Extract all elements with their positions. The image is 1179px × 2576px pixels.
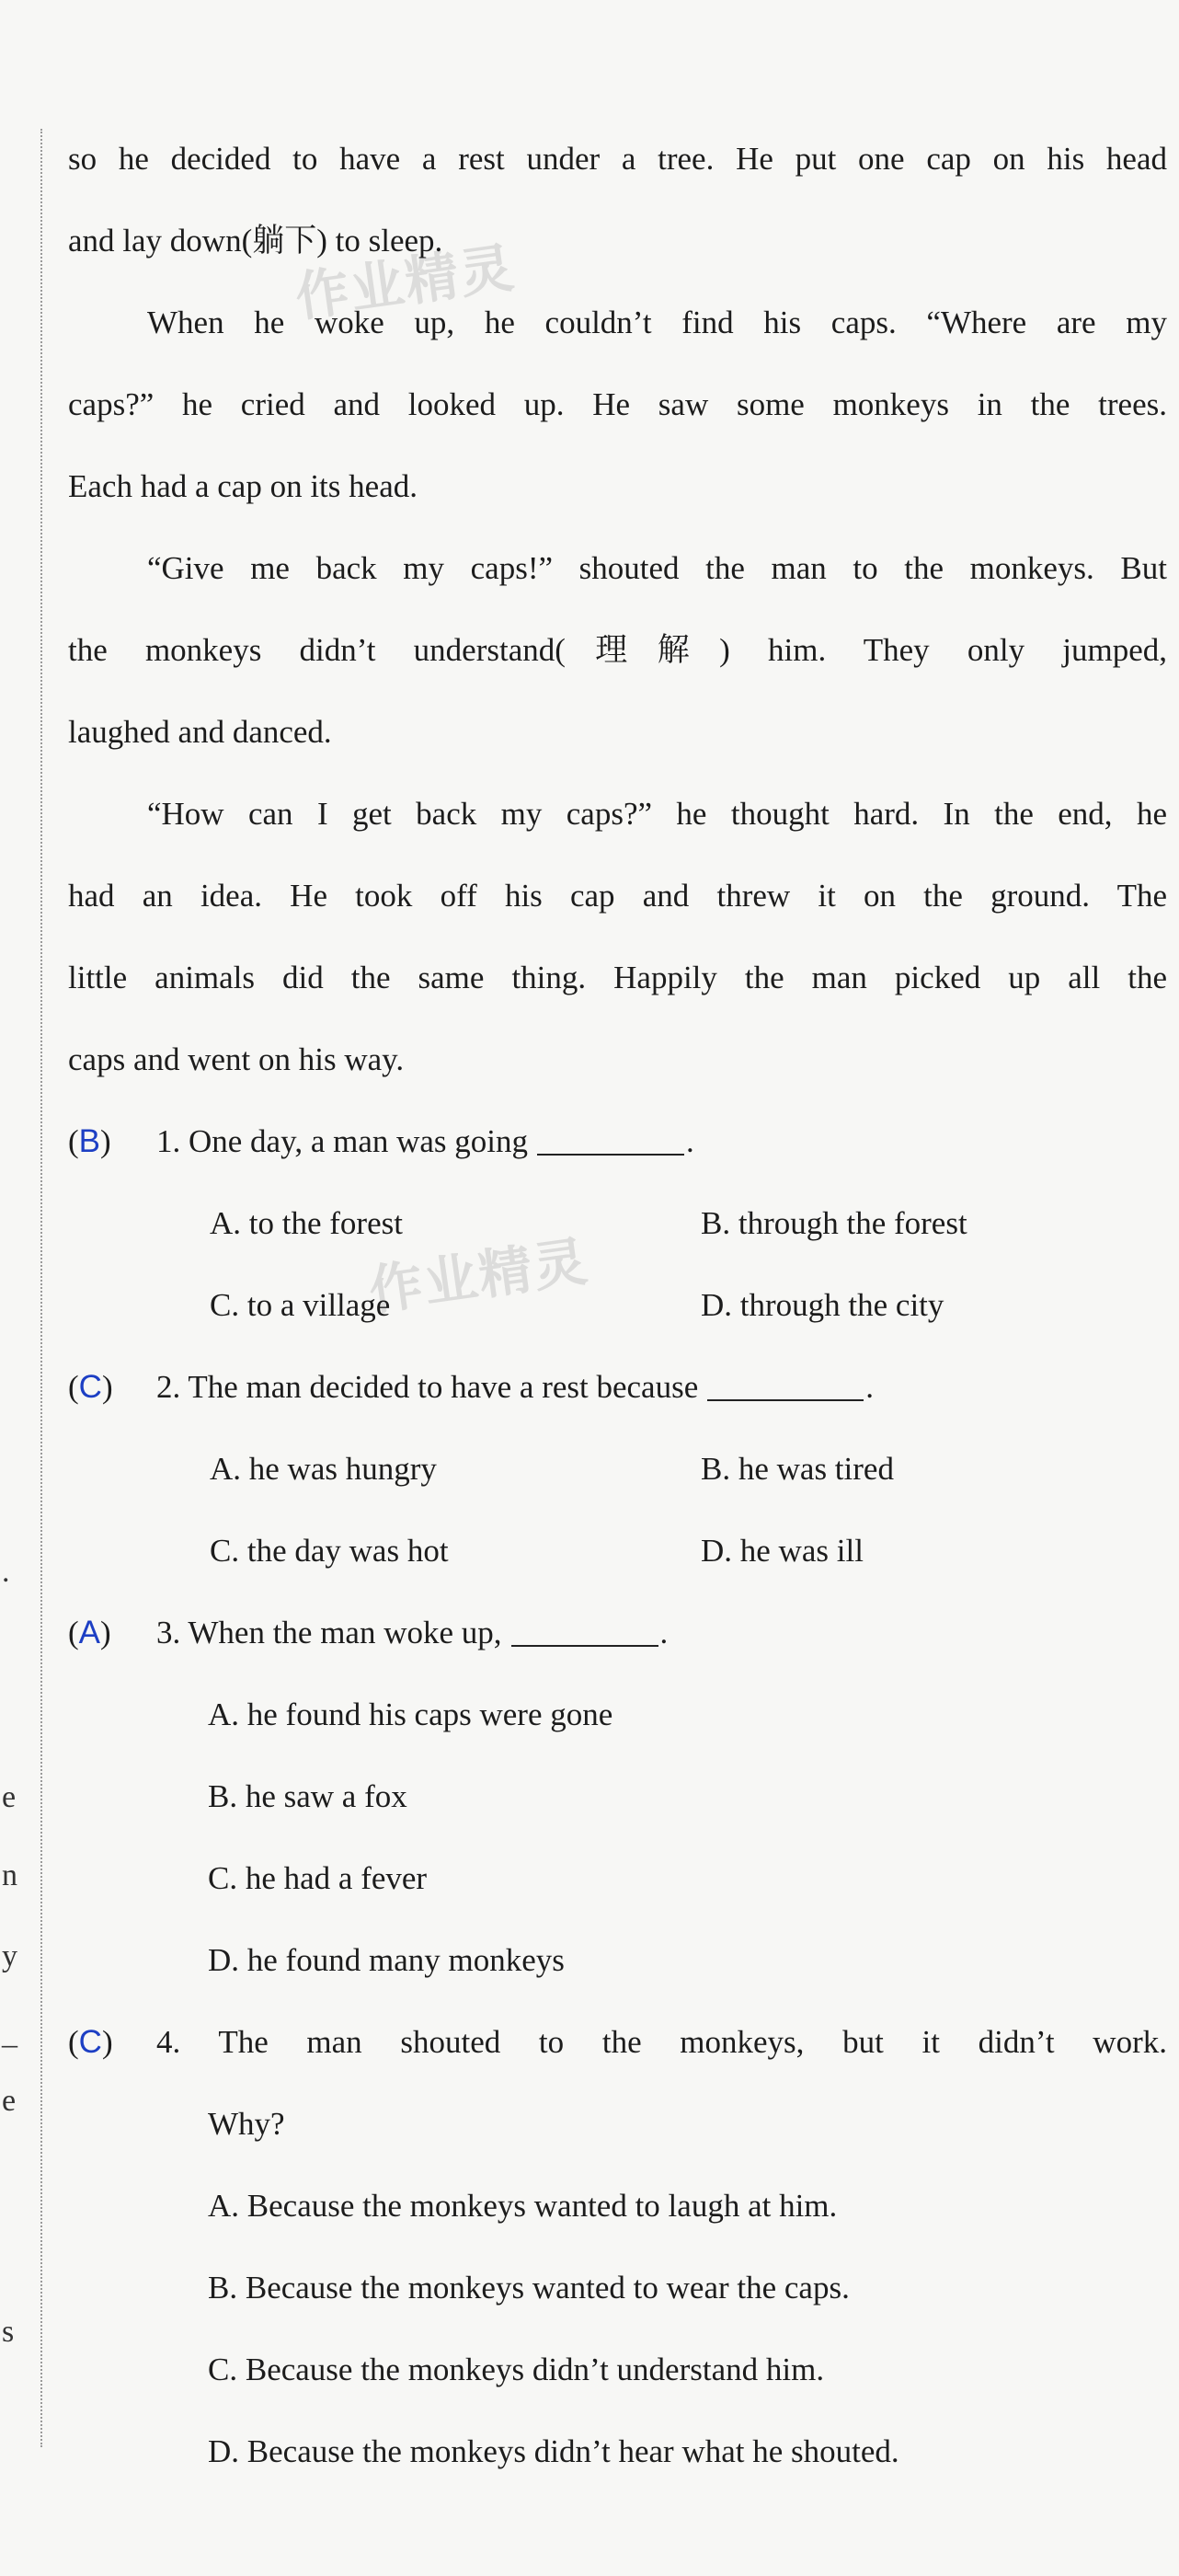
- question-end: .: [865, 1369, 874, 1405]
- edge-fragment: e: [2, 2084, 17, 2118]
- option-a: A. to the forest: [210, 1205, 403, 1241]
- option-d: D. Because the monkeys didn’t hear what he shouted.: [208, 2433, 899, 2469]
- question-2: [68, 1346, 1167, 1592]
- answer-blank: [537, 1126, 684, 1156]
- answer-blank: [707, 1372, 864, 1401]
- question-end: .: [659, 1615, 669, 1650]
- passage-line: the monkeys didn’t understand(理解) him. They only jumped,: [68, 632, 1167, 668]
- edge-fragment: s: [2, 2315, 15, 2349]
- passage-line: little animals did the same thing. Happily the man picked up all the: [68, 960, 1167, 995]
- question-3: [68, 1592, 1167, 2001]
- answer-letter: C: [78, 2024, 102, 2060]
- option-d: D. he was ill: [701, 1533, 864, 1569]
- option-b: B. he saw a fox: [208, 1778, 407, 1814]
- option-a: A. he found his caps were gone: [208, 1696, 613, 1732]
- option-d: D. he found many monkeys: [208, 1942, 565, 1978]
- answer-bracket: (C): [68, 2024, 113, 2060]
- question-text: The man shouted to the monkeys, but it didn’t work.: [218, 2024, 1167, 2060]
- question-number: 1.: [156, 1123, 181, 1159]
- option-d: D. through the city: [701, 1287, 944, 1323]
- watermark: 作业精灵: [292, 236, 520, 329]
- edge-fragment: .: [2, 1555, 10, 1589]
- passage-line: “How can I get back my caps?” he thought hard. In the end, he: [147, 796, 1167, 832]
- question-stem: [156, 2001, 1167, 2083]
- reading-content: [68, 118, 1167, 2492]
- passage-line: laughed and danced.: [68, 714, 332, 750]
- answer-bracket: (A): [68, 1615, 111, 1650]
- passage-line: caps and went on his way.: [68, 1041, 405, 1077]
- option-b: B. through the forest: [701, 1205, 967, 1241]
- passage-line: and lay down(躺下) to sleep.: [68, 223, 443, 259]
- question-stem: [156, 1592, 1167, 1673]
- question-text: The man decided to have a rest because: [188, 1369, 699, 1405]
- question-number: 2.: [156, 1369, 181, 1405]
- option-c: C. the day was hot: [210, 1533, 449, 1569]
- question-number: 3.: [156, 1615, 181, 1650]
- passage-line: caps?” he cried and looked up. He saw some monkeys in the trees.: [68, 386, 1167, 422]
- question-text: One day, a man was going: [189, 1123, 529, 1159]
- question-4: [68, 2001, 1167, 2492]
- option-a: A. Because the monkeys wanted to laugh at him.: [208, 2188, 838, 2224]
- option-b: B. Because the monkeys wanted to wear the caps.: [208, 2270, 850, 2306]
- question-end: .: [686, 1123, 694, 1159]
- passage-line: had an idea. He took off his cap and threw it on the ground. The: [68, 878, 1167, 914]
- answer-bracket: (C): [68, 1369, 113, 1405]
- question-stem: [156, 1100, 1167, 1182]
- edge-fragment: e: [2, 1780, 17, 1814]
- question-stem: [156, 1346, 1167, 1428]
- passage-line: When he woke up, he couldn’t find his caps. “Where are my: [147, 305, 1167, 340]
- edge-fragment: _: [2, 2017, 17, 2051]
- question-1: [68, 1100, 1167, 1346]
- binding-margin-line: [40, 129, 42, 2447]
- watermark: 作业精灵: [365, 1229, 593, 1323]
- passage: [68, 118, 1167, 1100]
- passage-line: Each had a cap on its head.: [68, 468, 418, 504]
- option-a: A. he was hungry: [210, 1451, 437, 1487]
- passage-line: so he decided to have a rest under a tree. He put one cap on his head: [68, 141, 1167, 177]
- answer-letter: B: [78, 1123, 101, 1159]
- passage-line: “Give me back my caps!” shouted the man to the monkeys. But: [147, 550, 1167, 586]
- question-stem-continued: Why?: [208, 2106, 285, 2142]
- answer-bracket: (B): [68, 1123, 111, 1159]
- question-number: 4.: [156, 2024, 181, 2060]
- answer-letter: C: [78, 1369, 102, 1405]
- answer-blank: [511, 1617, 658, 1647]
- option-c: C. he had a fever: [208, 1860, 428, 1896]
- option-b: B. he was tired: [701, 1451, 894, 1487]
- edge-fragment: n: [2, 1858, 17, 1892]
- answer-letter: A: [78, 1615, 101, 1650]
- option-c: C. Because the monkeys didn’t understand him.: [208, 2352, 825, 2387]
- option-c: C. to a village: [210, 1287, 391, 1323]
- question-text: When the man woke up,: [188, 1615, 502, 1650]
- edge-fragment: y: [2, 1939, 17, 1973]
